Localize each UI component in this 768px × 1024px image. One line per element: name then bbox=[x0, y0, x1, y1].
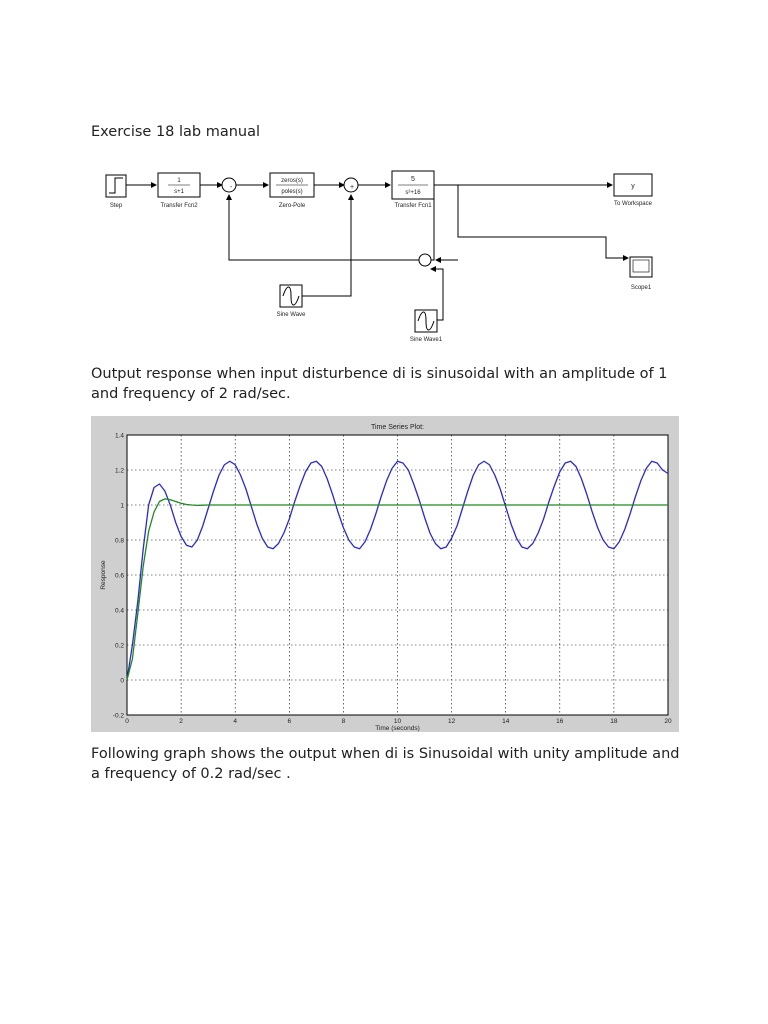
x-tick-label: 2 bbox=[179, 718, 183, 725]
y-tick-label: 0.2 bbox=[114, 642, 124, 650]
page-heading: Exercise 18 lab manual bbox=[91, 124, 261, 140]
paragraph-1: Output response when input disturbence di is sinusoidal with an amplitude of 1 and frequency of 2 rad/sec. bbox=[91, 366, 668, 402]
x-axis-label: Time (seconds) bbox=[375, 725, 420, 732]
x-tick-label: 16 bbox=[556, 718, 564, 725]
chart-svg bbox=[91, 416, 679, 732]
scope1-block[interactable] bbox=[630, 257, 652, 291]
y-tick-label: -0.2 bbox=[112, 712, 124, 720]
chart-title: Time Series Plot: bbox=[370, 424, 425, 431]
y-axis-label: Response bbox=[100, 560, 107, 590]
workspace-label: To Workspace bbox=[614, 201, 652, 207]
tf1-denominator: s²+16 bbox=[405, 190, 421, 196]
y-tick-label: 0.6 bbox=[114, 572, 124, 580]
y-tick-label: 0 bbox=[120, 677, 124, 685]
x-tick-label: 20 bbox=[664, 718, 672, 725]
step-label: Step bbox=[109, 203, 123, 209]
y-tick-label: 0.4 bbox=[114, 607, 124, 615]
x-tick-label: 8 bbox=[341, 718, 346, 725]
simulink-block-diagram bbox=[100, 165, 660, 345]
time-series-plot bbox=[91, 416, 679, 732]
y-tick-label: 1.4 bbox=[114, 432, 124, 440]
tf2-denominator: s+1 bbox=[174, 189, 184, 195]
x-tick-label: 4 bbox=[233, 718, 238, 725]
sine-wave1-block[interactable] bbox=[410, 310, 443, 343]
transfer-fcn2-block[interactable] bbox=[158, 173, 200, 209]
sum-junction-3[interactable] bbox=[419, 254, 431, 266]
sine-wave-block[interactable] bbox=[277, 285, 306, 318]
y-tick-label: 0.8 bbox=[114, 537, 124, 545]
tf1-label: Transfer Fcn1 bbox=[394, 203, 432, 209]
y-tick-label: 1.2 bbox=[114, 467, 124, 475]
workspace-variable: y bbox=[631, 183, 635, 190]
tf1-numerator: 5 bbox=[411, 176, 415, 183]
zp-numerator: zeros(s) bbox=[281, 178, 303, 184]
y-tick-label: 1 bbox=[120, 502, 124, 510]
x-tick-label: 14 bbox=[502, 718, 510, 725]
x-tick-label: 18 bbox=[610, 718, 618, 725]
to-workspace-block[interactable] bbox=[614, 174, 653, 207]
sum2-plus-sign: + bbox=[349, 184, 355, 191]
zp-label: Zero-Pole bbox=[278, 203, 306, 209]
tf2-label: Transfer Fcn2 bbox=[160, 203, 198, 209]
sine-wave-label: Sine Wave bbox=[276, 312, 306, 318]
zero-pole-block[interactable] bbox=[270, 173, 314, 209]
sum1-minus-sign: - bbox=[229, 184, 233, 191]
x-tick-label: 12 bbox=[447, 718, 456, 725]
paragraph-2: Following graph shows the output when di is Sinusoidal with unity amplitude and a frequency of 0.2 rad/sec . bbox=[91, 746, 680, 782]
sine-wave1-label: Sine Wave1 bbox=[409, 337, 443, 343]
x-tick-label: 10 bbox=[393, 718, 402, 725]
x-tick-label: 6 bbox=[287, 718, 292, 725]
step-block[interactable] bbox=[106, 175, 126, 209]
zp-denominator: poles(s) bbox=[281, 189, 303, 195]
scope1-label: Scope1 bbox=[630, 285, 652, 291]
tf2-numerator: 1 bbox=[177, 178, 181, 184]
transfer-fcn1-block[interactable] bbox=[392, 171, 434, 209]
x-tick-label: 0 bbox=[125, 718, 129, 725]
